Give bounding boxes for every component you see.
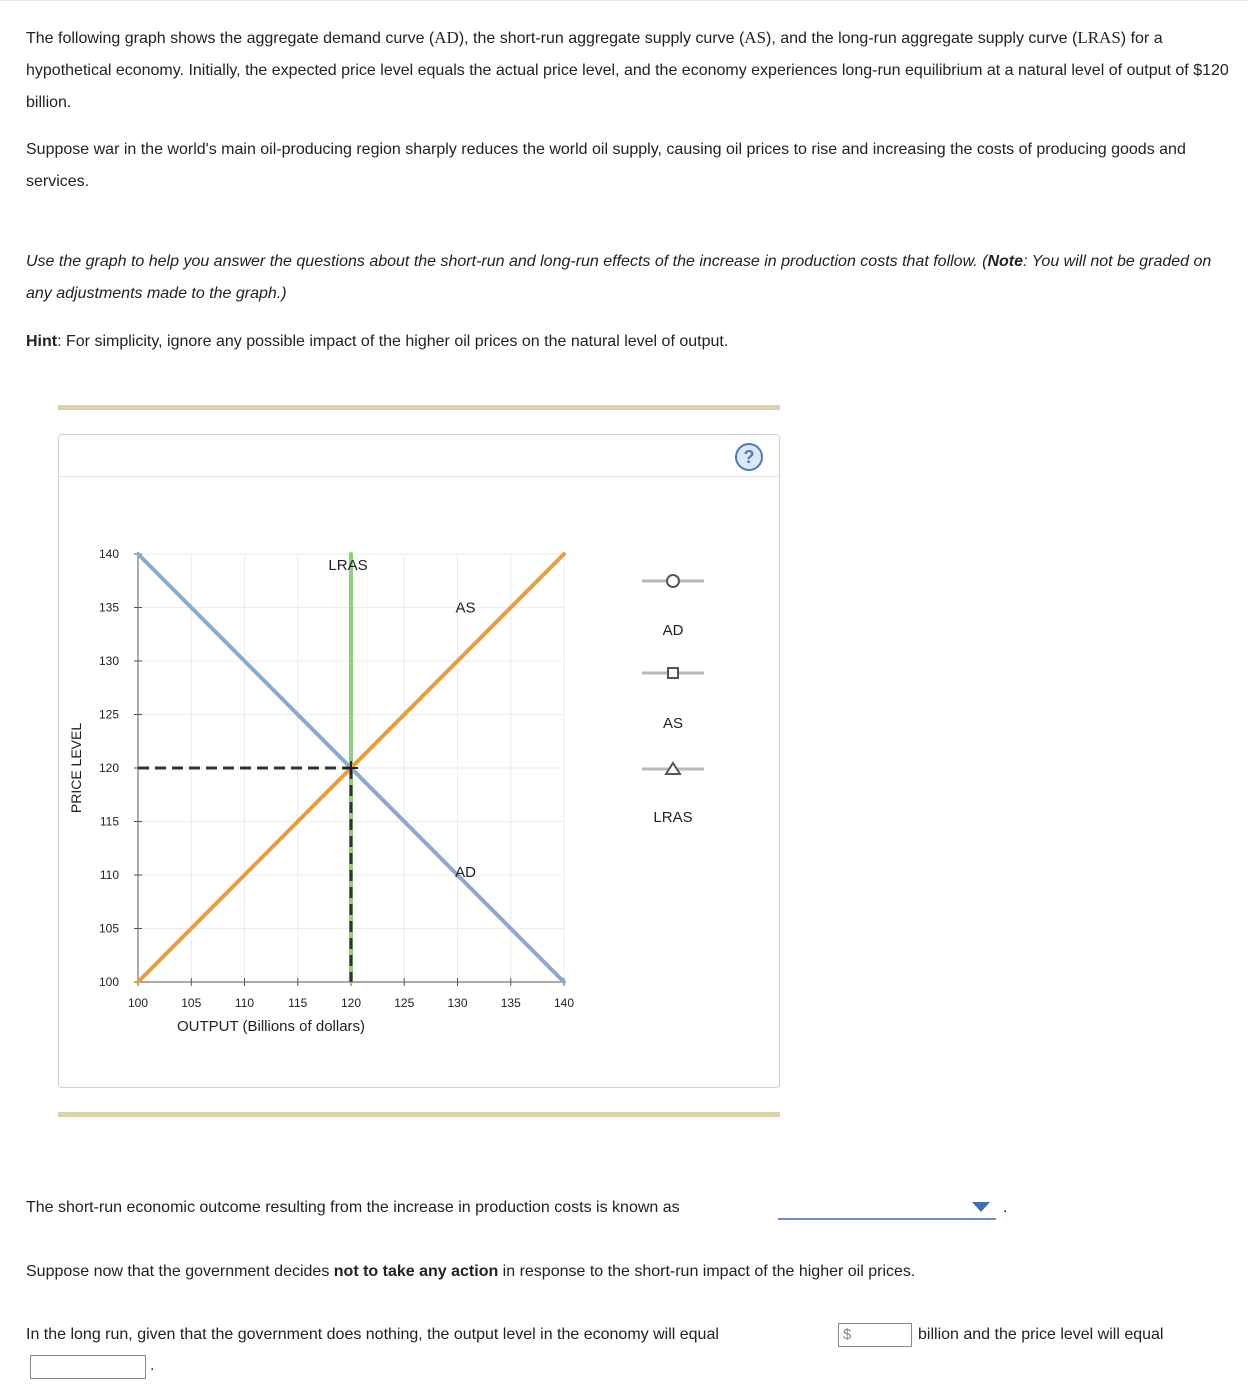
question-1-period: . <box>1003 1199 1008 1216</box>
government-paragraph: Suppose now that the government decides not to take any action in response to the short-run impact of the higher oil prices. <box>26 1263 916 1280</box>
instructions-paragraph: Use the graph to help you answer the questions about the short-run and long-run effects of the increase in production costs that follow. (Note: You will not be graded on any adjustments made to the graph.) <box>26 253 1212 302</box>
intro-paragraph-2: Suppose war in the world's main oil-producing region sharply reduces the world oil supply, causing oil prices to rise and increasing the costs of producing goods and services. <box>26 141 1186 190</box>
x-tick-label-120: 120 <box>340 996 362 1010</box>
price-level-input[interactable] <box>30 1355 146 1379</box>
question-2-text: In the long run, given that the government does nothing, the output level in the economy will equal <box>26 1326 719 1343</box>
x-tick-label-110: 110 <box>234 996 255 1010</box>
question-2-suffix: billion and the price level will equal <box>918 1326 1164 1343</box>
question-1-text: The short-run economic outcome resulting from the increase in production costs is known as <box>26 1199 680 1216</box>
output-level-input[interactable] <box>838 1323 912 1347</box>
x-axis-label: OUTPUT (Billions of dollars) <box>176 1018 366 1035</box>
x-tick-label-115: 115 <box>288 996 308 1010</box>
graph-top-bar <box>58 405 780 410</box>
x-tick-label-140: 140 <box>553 996 575 1010</box>
y-tick-label-135: 135 <box>98 600 119 615</box>
legend-ad-label: AD <box>662 622 684 639</box>
hint-paragraph: Hint: For simplicity, ignore any possible impact of the higher oil prices on the natural level of output. <box>26 333 729 350</box>
x-tick-label-125: 125 <box>394 996 415 1010</box>
legend-circle-icon[interactable] <box>667 575 679 587</box>
y-tick-label-110: 110 <box>99 868 119 882</box>
y-tick-label-100: 100 <box>98 975 119 989</box>
legend-square-icon[interactable] <box>668 668 678 678</box>
y-tick-label-125: 125 <box>98 707 119 722</box>
y-tick-label-120: 120 <box>98 761 119 775</box>
dropdown-arrow-icon <box>972 1202 990 1212</box>
graph-bottom-bar <box>58 1112 780 1117</box>
legend-as-label: AS <box>662 715 684 732</box>
top-divider <box>0 0 1248 1</box>
question-3-period: . <box>150 1357 155 1374</box>
y-axis-label: PRICE LEVEL <box>68 722 84 814</box>
y-tick-label-140: 140 <box>98 547 119 561</box>
as-curve-label: AS <box>455 599 476 617</box>
y-tick-label-130: 130 <box>98 654 119 668</box>
question-mark-icon[interactable]: ? <box>735 443 763 471</box>
ad-curve-label: AD <box>455 864 476 881</box>
legend-lras-label: LRAS <box>653 809 693 826</box>
y-tick-label-115: 115 <box>99 814 119 829</box>
intro-paragraph-1: The following graph shows the aggregate demand curve (AD), the short-run aggregate supply curve (AS), and the long-run aggregate supply curve (LRAS) for a hypothetical economy. Initially, the expected price level equals the actual price level, and the economy experiences long-run equilibrium at a natural level of output of $120 billion. <box>26 28 1229 111</box>
x-tick-label-135: 135 <box>500 996 521 1010</box>
x-tick-label-105: 105 <box>181 996 202 1010</box>
dollar-sign: $ <box>843 1326 852 1343</box>
y-tick-label-105: 105 <box>98 921 119 936</box>
x-tick-label-100: 100 <box>127 996 149 1010</box>
outcome-dropdown[interactable] <box>778 1196 996 1220</box>
lras-curve-label: LRAS <box>328 557 368 575</box>
ad-as-chart[interactable] <box>58 434 778 1086</box>
x-tick-label-130: 130 <box>447 996 468 1010</box>
